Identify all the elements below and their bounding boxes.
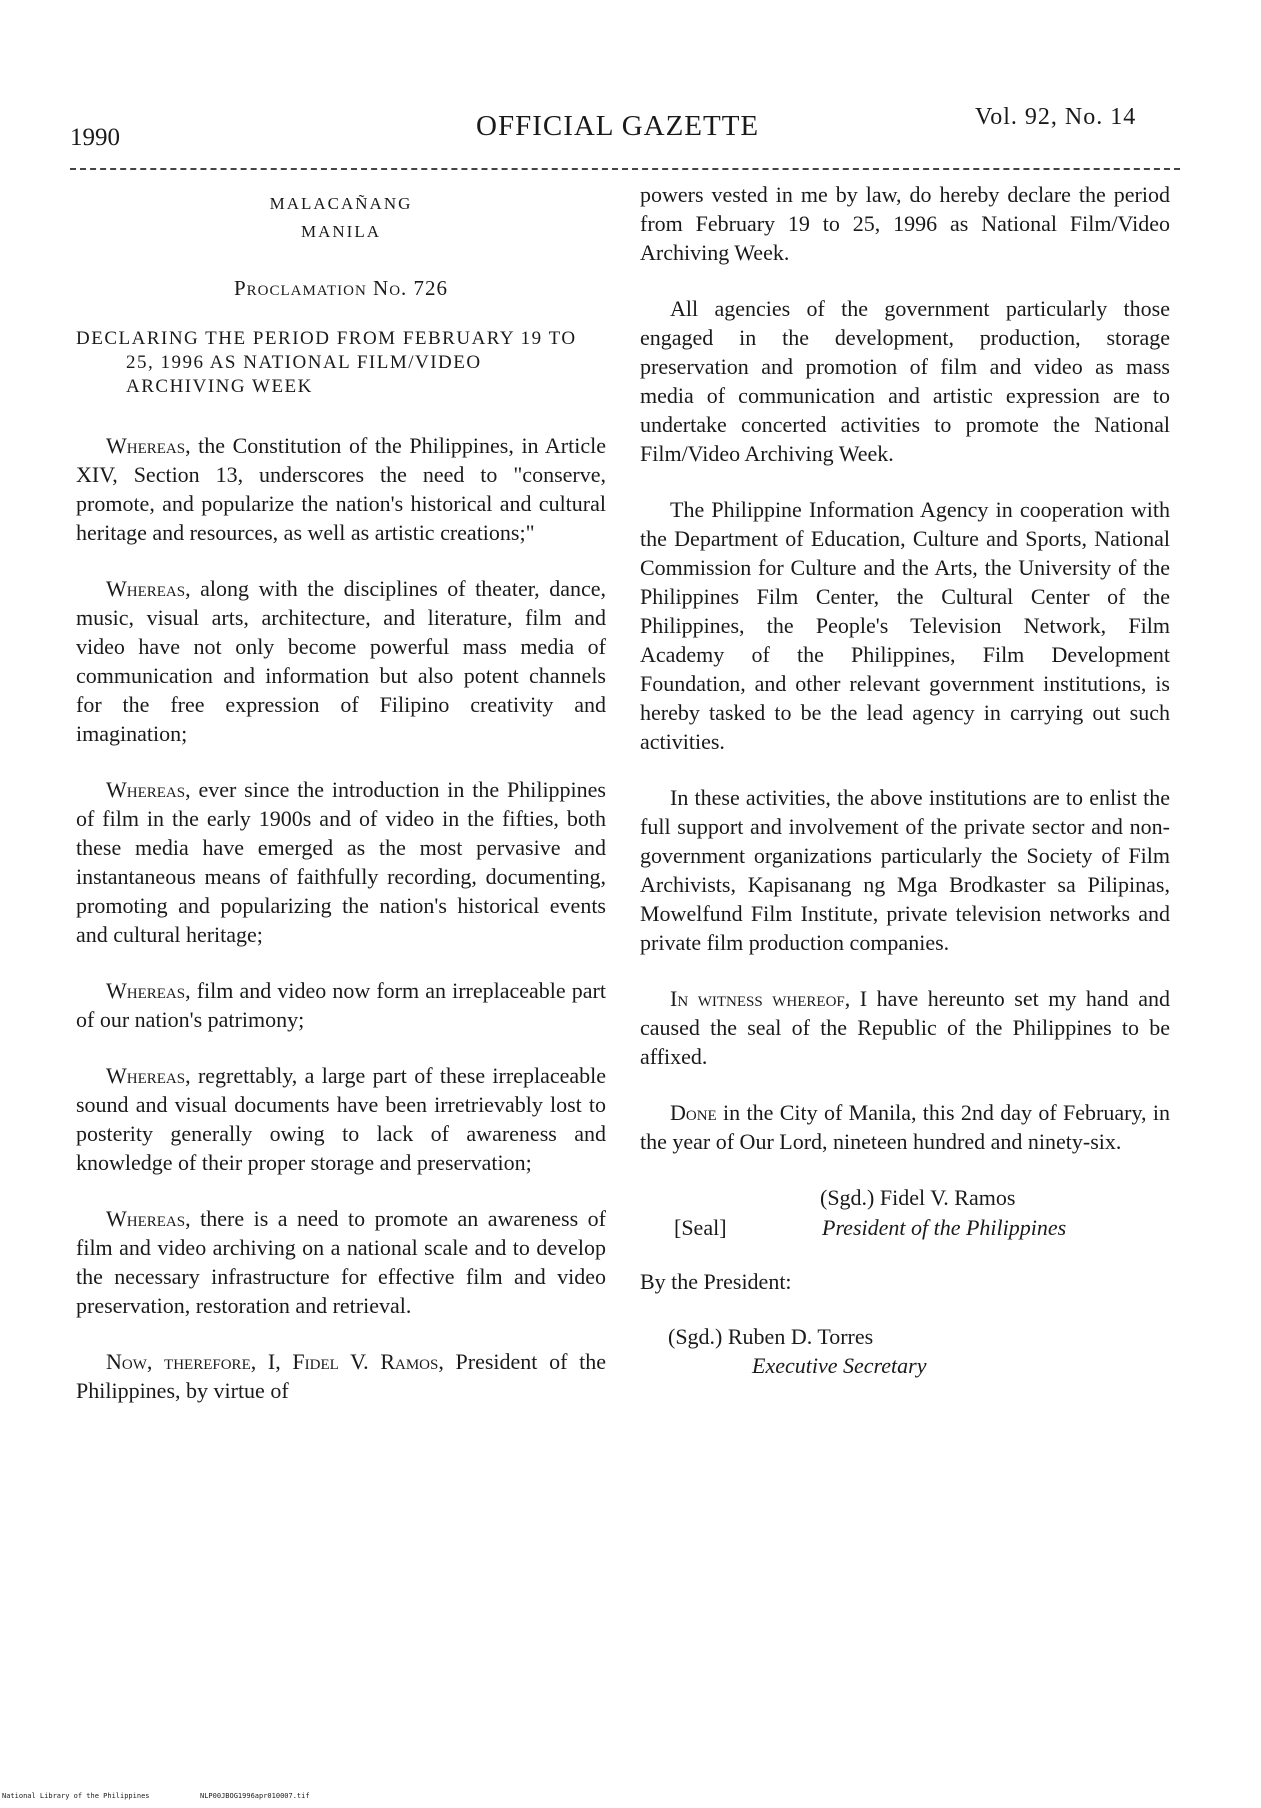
header-rule	[70, 168, 1180, 170]
paragraph-body: regrettably, a large part of these irreplaceable sound and visual documents have been irretrievably lost to posterity generally owing to lack of awareness and knowledge of their proper storage and preservation;	[76, 1063, 606, 1175]
proclamation-title: DECLARING THE PERIOD FROM FEBRUARY 19 TO 25, 1996 AS NATIONAL FILM/VIDEO ARCHIVING WEEK	[76, 328, 577, 397]
witness-lead: In witness whereof,	[670, 986, 851, 1011]
proclamation-number: Proclamation No. 726	[233, 276, 449, 300]
whereas-paragraph-2	[76, 574, 606, 748]
whereas-lead: Whereas,	[106, 576, 191, 601]
declaration-paragraph: powers vested in me by law, do hereby declare the period from February 19 to 25, 1996 as National Film/Video Archiving Week.	[640, 182, 1170, 265]
whereas-paragraph-4	[76, 976, 606, 1034]
seal-label: [Seal]	[674, 1215, 727, 1240]
paragraph-body: there is a need to promote an awareness of film and video archiving on a national scale and to develop the necessary infrastructure for effective film and video preservation, restoration and retrieval.	[76, 1206, 606, 1318]
paragraph-body: in the City of Manila, this 2nd day of February, in the year of Our Lord, nineteen hundred and ninety-six.	[640, 1100, 1170, 1154]
therefore-lead: Now, therefore, I, Fidel V. Ramos,	[106, 1349, 444, 1374]
paragraph-body: I have hereunto set my hand and caused the seal of the Republic of the Philippines to be affixed.	[640, 986, 1170, 1069]
whereas-lead: Whereas,	[106, 978, 191, 1003]
publication-title: OFFICIAL GAZETTE	[476, 110, 760, 142]
volume-number: Vol. 92, No. 14	[975, 104, 1137, 130]
secretary-title: Executive Secretary	[752, 1353, 927, 1378]
whereas-lead: Whereas,	[106, 1206, 191, 1231]
footer-filename: NLP00JBOG1996apr010007.tif	[200, 1792, 310, 1800]
right-column	[640, 180, 1170, 1380]
paragraph-body: ever since the introduction in the Philippines of film in the early 1900s and of video in the fifties, both these media have emerged as the most pervasive and instantaneous means of faithfully recording, documenting, promoting and popularizing the nation's historical events and cultural heritage;	[76, 777, 606, 947]
left-column	[76, 190, 606, 1432]
whereas-lead: Whereas,	[106, 433, 191, 458]
paragraph-body: along with the disciplines of theater, dance, music, visual arts, architecture, and literature, film and video have not only become powerful mass media of communication and information but also potent channels for the free expression of Filipino creativity and imagination;	[76, 576, 606, 746]
page-number: 1990	[70, 124, 120, 151]
paragraph-body: the Constitution of the Philippines, in Article XIV, Section 13, underscores the need to "conserve, promote, and popularize the nation's historical and cultural heritage and resources, as well as artistic creations;"	[76, 433, 606, 545]
whereas-paragraph-3	[76, 775, 606, 949]
pia-paragraph: The Philippine Information Agency in cooperation with the Department of Education, Culture and Sports, National Commission for Culture and the Arts, the University of the Philippines Film Center, the Cultural Center of the Philippines, the People's Television Network, Film Academy of the Philippines, Film Development Foundation, and other relevant government institutions, is hereby tasked to be the lead agency in carrying out such activities.	[640, 497, 1170, 754]
activities-paragraph: In these activities, the above institutions are to enlist the full support and involvement of the private sector and non-government organizations particularly the Society of Film Archivists, Kapisanang ng Mga Brodkaster sa Pilipinas, Mowelfund Film Institute, private television networks and private film production companies.	[640, 785, 1170, 955]
done-paragraph	[640, 1098, 1170, 1156]
witness-paragraph	[640, 984, 1170, 1071]
whereas-paragraph-6	[76, 1204, 606, 1320]
whereas-paragraph-1	[76, 431, 606, 547]
president-signature: (Sgd.) Fidel V. Ramos	[820, 1185, 1016, 1210]
whereas-lead: Whereas,	[106, 777, 191, 802]
whereas-paragraph-5	[76, 1061, 606, 1177]
paragraph-body: film and video now form an irreplaceable part of our nation's patrimony;	[76, 978, 606, 1032]
whereas-lead: Whereas,	[106, 1063, 191, 1088]
place-line-1: MALACAÑANG	[269, 194, 413, 213]
footer-source: National Library of the Philippines	[2, 1792, 150, 1800]
by-the-president: By the President:	[640, 1269, 792, 1294]
done-lead: Done	[670, 1100, 717, 1125]
president-signature-block	[640, 1183, 1170, 1253]
secretary-signature: (Sgd.) Ruben D. Torres	[668, 1324, 874, 1349]
place-line-2: MANILA	[301, 222, 381, 241]
president-title: President of the Philippines	[822, 1215, 1067, 1240]
therefore-paragraph	[76, 1347, 606, 1405]
agencies-paragraph: All agencies of the government particularly those engaged in the development, production, storage preservation and promotion of film and video as mass media of communication and artistic expression are to undertake concerted activities to promote the National Film/Video Archiving Week.	[640, 296, 1170, 466]
paragraph-body: President of the Philippines, by virtue of	[76, 1349, 606, 1403]
